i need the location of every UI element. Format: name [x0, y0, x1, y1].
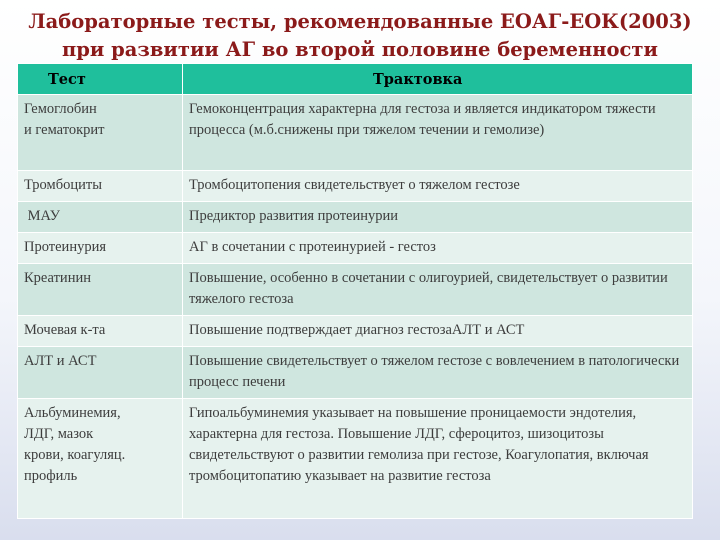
title-line-2: при развитии АГ во второй половине беременности — [62, 38, 658, 61]
cell-interpretation: АГ в сочетании с протеинурией - гестоз — [183, 233, 693, 264]
cell-interpretation: Повышение свидетельствует о тяжелом гестозе с вовлечением в патологически процесс печени — [183, 347, 693, 399]
table-row — [18, 202, 693, 233]
table-row — [18, 95, 693, 171]
table-row — [18, 171, 693, 202]
cell-interpretation: Повышение, особенно в сочетании с олигоурией, свидетельствует о развитии тяжелого гестоза — [183, 264, 693, 316]
table-row — [18, 347, 693, 399]
cell-interpretation: Предиктор развития протеинурии — [183, 202, 693, 233]
header-interpretation: Трактовка — [183, 64, 693, 95]
cell-test: Мочевая к-та — [18, 316, 183, 347]
cell-test: Альбуминемия, ЛДГ, мазок крови, коагуляц. профиль — [18, 399, 183, 519]
table-row — [18, 233, 693, 264]
cell-test: Тромбоциты — [18, 171, 183, 202]
table-row — [18, 264, 693, 316]
cell-test: Гемоглобин и гематокрит — [18, 95, 183, 171]
cell-test: Протеинурия — [18, 233, 183, 264]
table-row — [18, 399, 693, 519]
page-title — [20, 8, 700, 64]
cell-test: АЛТ и АСТ — [18, 347, 183, 399]
cell-interpretation: Тромбоцитопения свидетельствует о тяжелом гестозе — [183, 171, 693, 202]
cell-test: МАУ — [18, 202, 183, 233]
title-line-1: Лабораторные тесты, рекомендованные ЕОАГ-ЕОК(2003) — [28, 10, 692, 33]
table-row — [18, 316, 693, 347]
header-test: Тест — [18, 64, 183, 95]
cell-test: Креатинин — [18, 264, 183, 316]
cell-interpretation: Повышение подтверждает диагноз гестозаАЛТ и АСТ — [183, 316, 693, 347]
table-header-row — [18, 64, 693, 95]
cell-interpretation: Гипоальбуминемия указывает на повышение проницаемости эндотелия, характерна для гестоза. Повышение ЛДГ, сфероцитоз, шизоцитозы свидетельствуют о развитии гемолиза при гестозе, Коагулопатия, включая тромбоцитопатию указывает на развитие гестоза — [183, 399, 693, 519]
lab-tests-table — [17, 63, 693, 519]
cell-interpretation: Гемоконцентрация характерна для гестоза и является индикатором тяжести процесса (м.б.снижены при тяжелом течении и гемолизе) — [183, 95, 693, 171]
